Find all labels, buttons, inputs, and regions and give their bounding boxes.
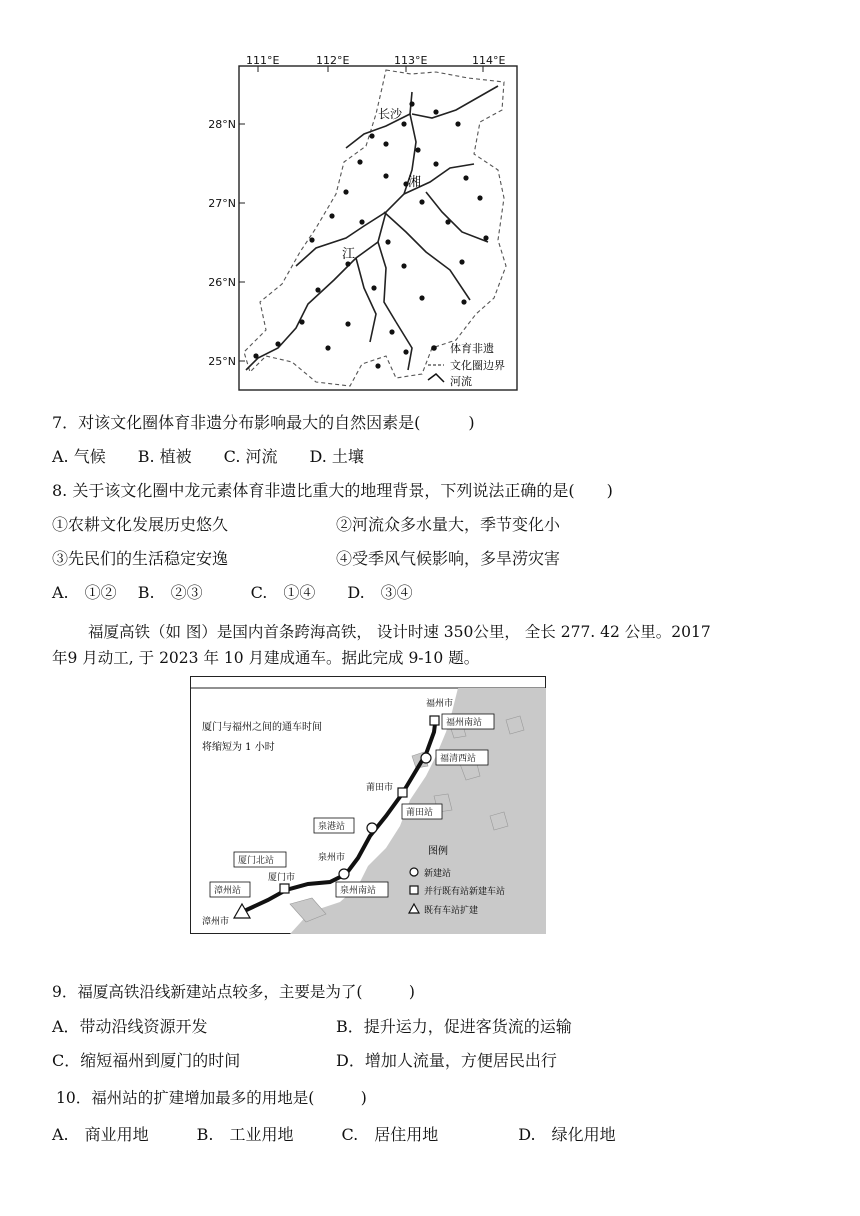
q8-options: A. ①② B. ②③ C. ①④ D. ③④ [52, 583, 413, 602]
station-square-icon [280, 884, 289, 893]
cultural-circle-map [208, 52, 520, 394]
q10-options: A. 商业用地 B. 工业用地 C. 居住用地 D. 绿化用地 [52, 1125, 616, 1144]
station-square-icon [430, 716, 439, 725]
legend-circle-icon [410, 868, 418, 876]
station-square-icon [398, 788, 407, 797]
q9-stem: 9．福厦高铁沿线新建站点较多，主要是为了( ) [52, 983, 415, 1001]
legend-dot-icon [431, 345, 437, 351]
station-label: 莆田站 [406, 808, 434, 818]
station-circle-icon [367, 823, 377, 833]
railway-map [190, 676, 546, 934]
lon-label: 112°E [316, 54, 350, 67]
legend-label: 既有车站扩建 [424, 906, 479, 916]
lon-label: 114°E [472, 54, 506, 67]
q7-options: A. 气候 B. 植被 C. 河流 D. 土壤 [52, 447, 364, 466]
intro-line-2: 年9 月动工, 于 2023 年 10 月建成通车。据此完成 9-10 题。 [52, 649, 480, 667]
q9-option-a: A．带动沿线资源开发 [52, 1017, 208, 1036]
river-label: 江 [342, 247, 356, 262]
city-label: 福州市 [426, 699, 454, 709]
legend-label: 并行既有站新建车站 [424, 887, 506, 897]
q8-statement-4: ④受季风气候影响，多旱涝灾害 [336, 549, 561, 568]
lon-label: 111°E [246, 54, 280, 67]
q8-statement-1: ①农耕文化发展历史悠久 [52, 515, 229, 534]
city-label: 泉州市 [318, 853, 346, 863]
city-label: 长沙 [378, 107, 403, 121]
station-label: 泉港站 [318, 822, 346, 832]
station-label: 漳州站 [214, 886, 242, 896]
map-caption: 厦门与福州之间的通车时间 [202, 722, 322, 733]
q8-stem: 8. 关于该文化圈中龙元素体育非遗比重大的地理背景，下列说法正确的是( ) [52, 481, 613, 500]
q10-stem: 10．福州站的扩建增加最多的用地是( ) [56, 1089, 367, 1107]
station-circle-icon [339, 869, 349, 879]
city-label: 漳州市 [202, 917, 230, 927]
legend-label: 体育非遗 [450, 342, 494, 355]
legend-label: 新建站 [424, 869, 452, 879]
station-label: 福清西站 [440, 754, 477, 764]
lat-label: 28°N [208, 118, 236, 131]
station-label: 厦门北站 [238, 856, 275, 866]
city-label: 厦门市 [268, 873, 296, 883]
q8-statement-2: ②河流众多水量大，季节变化小 [336, 515, 561, 534]
q9-option-b: B．提升运力，促进客货流的运输 [336, 1017, 572, 1036]
q8-statement-3: ③先民们的生活稳定安逸 [52, 549, 229, 568]
legend-title: 图例 [428, 846, 448, 857]
legend-label: 河流 [450, 375, 472, 388]
legend-square-icon [410, 886, 418, 894]
station-label: 泉州南站 [340, 886, 377, 896]
intro-line-1: 福厦高铁（如 图）是国内首条跨海高铁， 设计时速 350公里， 全长 277. 42 公里。2017 [88, 623, 711, 641]
legend-label: 文化圈边界 [450, 359, 505, 372]
lat-label: 25°N [208, 355, 236, 368]
map-caption: 将缩短为 1 小时 [202, 742, 275, 753]
lon-label: 113°E [394, 54, 428, 67]
river-label: 湘 [408, 175, 422, 190]
station-circle-icon [421, 753, 431, 763]
q7-stem: 7．对该文化圈体育非遗分布影响最大的自然因素是( ) [52, 413, 475, 432]
q9-option-d: D．增加人流量，方便居民出行 [336, 1051, 557, 1070]
station-label: 福州南站 [446, 718, 483, 728]
lat-label: 27°N [208, 197, 236, 210]
lat-label: 26°N [208, 276, 236, 289]
q9-option-c: C．缩短福州到厦门的时间 [52, 1051, 241, 1070]
city-label: 莆田市 [366, 783, 394, 793]
